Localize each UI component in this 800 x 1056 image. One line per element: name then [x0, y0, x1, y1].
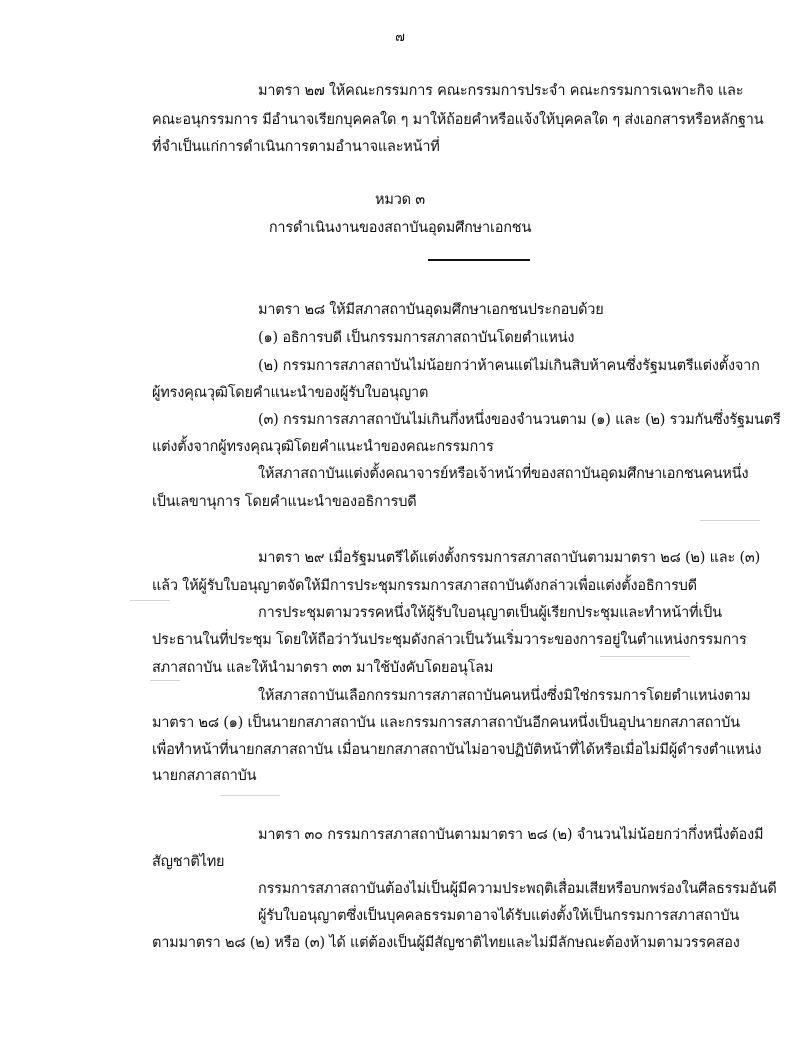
section-30-line-2: สัญชาติไทย — [152, 854, 225, 870]
section-29-line-4: ประธานในที่ประชุม โดยให้ถือว่าวันประชุมดังกล่าวเป็นวันเริ่มวาระของการอยู่ในตำแหน่งกรรมการ — [152, 632, 747, 648]
section-27-line-3: ที่จำเป็นแก่การดำเนินการตามอำนาจและหน้าที่ — [152, 139, 440, 155]
scan-noise-mark — [130, 600, 170, 601]
section-29-line-1: มาตรา ๒๙ เมื่อรัฐมนตรีได้แต่งตั้งกรรมการสภาสถาบันตามมาตรา ๒๘ (๒) และ (๓) — [258, 550, 761, 566]
scan-noise-mark — [150, 680, 180, 681]
section-30-line-4: ผู้รับใบอนุญาตซึ่งเป็นบุคคลธรรมดาอาจได้รับแต่งตั้งให้เป็นกรรมการสภาสถาบัน — [258, 908, 740, 924]
chapter-subtitle: การดำเนินงานของสถาบันอุดมศึกษาเอกชน — [268, 220, 532, 236]
section-27-line-1: มาตรา ๒๗ ให้คณะกรรมการ คณะกรรมการประจำ คณะกรรมการเฉพาะกิจ และ — [258, 83, 744, 99]
section-29-line-8: เพื่อทำหน้าที่นายกสภาสถาบัน เมื่อนายกสภาสถาบันไม่อาจปฏิบัติหน้าที่ได้หรือเมื่อไม่มีผู้ดำรงตำแหน่ง — [152, 742, 762, 758]
section-28-line-2: (๑) อธิการบดี เป็นกรรมการสภาสถาบันโดยตำแหน่ง — [258, 330, 575, 346]
chapter-divider — [428, 259, 530, 261]
section-29-line-7: มาตรา ๒๘ (๑) เป็นนายกสภาสถาบัน และกรรมการสภาสถาบันอีกคนหนึ่งเป็นอุปนายกสภาสถาบัน — [152, 715, 740, 731]
section-29-line-2: แล้ว ให้ผู้รับใบอนุญาตจัดให้มีการประชุมกรรมการสภาสถาบันดังกล่าวเพื่อแต่งตั้งอธิการบดี — [152, 578, 697, 594]
section-28-line-7: ให้สภาสถาบันแต่งตั้งคณาจารย์หรือเจ้าหน้าที่ของสถาบันอุดมศึกษาเอกชนคนหนึ่ง — [258, 466, 749, 482]
page-number: ๗ — [395, 30, 405, 45]
section-29-line-3: การประชุมตามวรรคหนึ่งให้ผู้รับใบอนุญาตเป็นผู้เรียกประชุมและทำหน้าที่เป็น — [258, 605, 722, 621]
section-30-line-5: ตามมาตรา ๒๘ (๒) หรือ (๓) ได้ แต่ต้องเป็นผู้มีสัญชาติไทยและไม่มีลักษณะต้องห้ามตามวรรคสอง — [152, 935, 740, 951]
section-28-line-3: (๒) กรรมการสภาสถาบันไม่น้อยกว่าห้าคนแต่ไม่เกินสิบห้าคนซึ่งรัฐมนตรีแต่งตั้งจาก — [258, 358, 760, 374]
section-29-line-9: นายกสภาสถาบัน — [152, 768, 257, 784]
section-29-line-5: สภาสถาบัน และให้นำมาตรา ๓๓ มาใช้บังคับโดยอนุโลม — [152, 660, 494, 676]
chapter-title: หมวด ๓ — [375, 192, 425, 208]
section-28-line-8: เป็นเลขานุการ โดยคำแนะนำของอธิการบดี — [152, 494, 417, 510]
section-30-line-1: มาตรา ๓๐ กรรมการสภาสถาบันตามมาตรา ๒๘ (๒) จำนวนไม่น้อยกว่ากึ่งหนึ่งต้องมี — [258, 827, 764, 843]
section-29-line-6: ให้สภาสถาบันเลือกกรรมการสภาสถาบันคนหนึ่งซึ่งมิใช่กรรมการโดยตำแหน่งตาม — [258, 688, 751, 704]
scan-noise-mark — [700, 520, 760, 521]
section-28-line-1: มาตรา ๒๘ ให้มีสภาสถาบันอุดมศึกษาเอกชนประกอบด้วย — [258, 302, 604, 318]
scan-noise-mark — [220, 795, 280, 796]
section-28-line-5: (๓) กรรมการสภาสถาบันไม่เกินกึ่งหนึ่งของจำนวนตาม (๑) และ (๒) รวมกันซึ่งรัฐมนตรี — [258, 412, 781, 428]
section-30-line-3: กรรมการสภาสถาบันต้องไม่เป็นผู้มีความประพฤติเสื่อมเสียหรือบกพร่องในศีลธรรมอันดี — [258, 881, 777, 897]
section-27-line-2: คณะอนุกรรมการ มีอำนาจเรียกบุคคลใด ๆ มาให้ถ้อยคำหรือแจ้งให้บุคคลใด ๆ ส่งเอกสารหรือหลักฐาน — [152, 112, 764, 128]
section-28-line-4: ผู้ทรงคุณวุฒิโดยคำแนะนำของผู้รับใบอนุญาต — [152, 385, 429, 401]
section-28-line-6: แต่งตั้งจากผู้ทรงคุณวุฒิโดยคำแนะนำของคณะกรรมการ — [152, 439, 494, 455]
scan-noise-mark — [600, 656, 690, 657]
